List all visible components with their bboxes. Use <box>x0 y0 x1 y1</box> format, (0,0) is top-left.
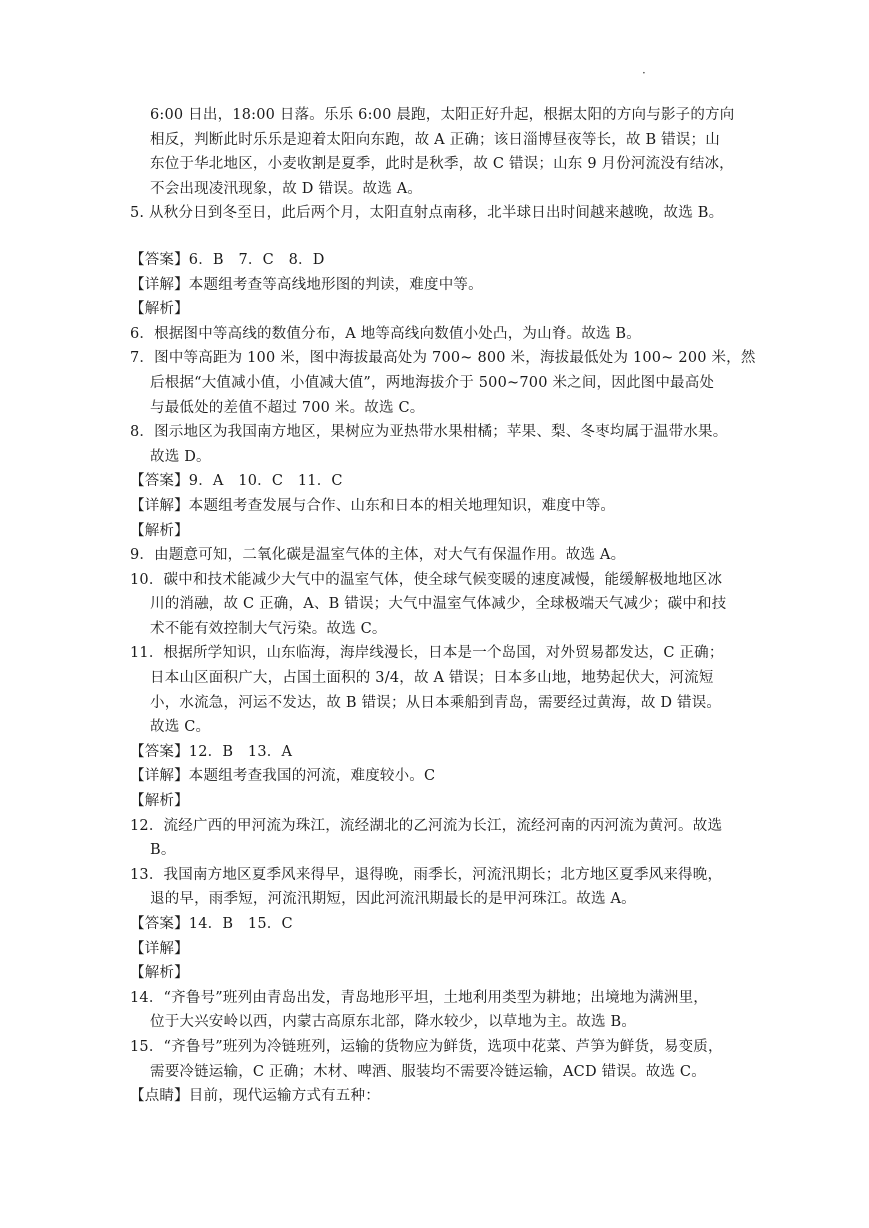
text-line: 7．图中等高距为 100 米，图中海拔最高处为 700~ 800 米，海拔最低处为 100~ 200 米，然 <box>130 350 756 367</box>
answer-line: 【答案】12．B 13．A <box>130 743 293 760</box>
text-line: 故选 C。 <box>150 719 211 736</box>
text-line: 13．我国南方地区夏季风来得早，退得晚，雨季长，河流汛期长；北方地区夏季风来得晚， <box>130 866 723 883</box>
spacer <box>130 226 750 248</box>
analysis-heading: 【解析】 <box>130 522 189 539</box>
text-line: 后根据“大值减小值，小值减大值”，两地海拔介于 500~700 米之间，因此图中最高处 <box>150 374 715 391</box>
text-line: 不会出现凌汛现象，故 D 错误。故选 A。 <box>150 180 423 197</box>
text-line: 12．流经广西的甲河流为珠江，流经湖北的乙河流为长江，流经河南的丙河流为黄河。故选 <box>130 817 723 834</box>
text-line: 位于大兴安岭以西，内蒙古高原东北部，降水较少，以草地为主。故选 B。 <box>150 1014 637 1031</box>
text-line: 15．“齐鲁号”班列为冷链班列，运输的货物应为鲜货，选项中花菜、芦笋为鲜货，易变质， <box>130 1038 723 1055</box>
text-line: 11．根据所学知识，山东临海，海岸线漫长，日本是一个岛国，对外贸易都发达，C 正确； <box>130 645 724 662</box>
note-line: 【点睛】目前，现代运输方式有五种： <box>130 1088 380 1105</box>
detail-line: 【详解】本题组考查等高线地形图的判读，难度中等。 <box>130 276 483 293</box>
analysis-heading: 【解析】 <box>130 965 189 982</box>
detail-line: 【详解】本题组考查我国的河流，难度较小。C <box>130 768 436 785</box>
header-dot: · <box>642 66 646 80</box>
answer-line: 【答案】6．B 7．C 8．D <box>130 251 325 268</box>
answer-line: 【答案】14．B 15．C <box>130 916 293 932</box>
text-line: 9．由题意可知，二氧化碳是温室气体的主体，对大气有保温作用。故选 A。 <box>130 547 626 564</box>
text-line: 与最低处的差值不超过 700 米。故选 C。 <box>150 399 425 416</box>
analysis-heading: 【解析】 <box>130 793 189 810</box>
text-line: 5. 从秋分日到冬至日，此后两个月，太阳直射点南移，北半球日出时间越来越晚，故选 B。 <box>130 205 724 222</box>
text-line: 需要冷链运输，C 正确；木材、啤酒、服装均不需要冷链运输，ACD 错误。故选 C。 <box>150 1063 706 1080</box>
text-line: 小，水流急，河运不发达，故 B 错误；从日本乘船到青岛，需要经过黄海，故 D 错误。 <box>150 694 722 711</box>
document-body <box>130 103 756 1109</box>
text-line: 川的消融，故 C 正确，A、B 错误；大气中温室气体减少，全球极端天气减少；碳中和技 <box>150 596 727 613</box>
text-line: 东位于华北地区，小麦收割是夏季，此时是秋季，故 C 错误；山东 9 月份河流没有结冰， <box>150 156 734 173</box>
text-line: B。 <box>150 842 176 859</box>
text-line: 日本山区面积广大，占国土面积的 3/4，故 A 错误；日本多山地，地势起伏大，河流短 <box>150 670 714 687</box>
answer-line: 【答案】9．A 10．C 11．C <box>130 473 343 490</box>
text-line: 退的早，雨季短，河流汛期短，因此河流汛期最长的是甲河珠江。故选 A。 <box>150 891 636 908</box>
text-line: 术不能有效控制大气污染。故选 C。 <box>150 620 387 637</box>
text-line: 10．碳中和技术能减少大气中的温室气体，使全球气候变暖的速度减慢，能缓解极地地区冰 <box>130 571 723 588</box>
text-line: 相反，判断此时乐乐是迎着太阳向东跑，故 A 正确；该日淄博昼夜等长，故 B 错误；山 <box>150 131 720 148</box>
detail-line: 【详解】 <box>130 940 189 957</box>
text-line: 8．图示地区为我国南方地区，果树应为亚热带水果柑橘；苹果、梨、冬枣均属于温带水果。 <box>130 424 728 441</box>
text-line: 6:00 日出，18:00 日落。乐乐 6:00 晨跑，太阳正好升起，根据太阳的方向与影子的方向 <box>150 107 735 123</box>
text-line: 14．“齐鲁号”班列由青岛出发，青岛地形平坦，土地利用类型为耕地；出境地为满洲里， <box>130 989 708 1006</box>
text-line: 6．根据图中等高线的数值分布，A 地等高线向数值小处凸，为山脊。故选 B。 <box>130 325 641 342</box>
detail-line: 【详解】本题组考查发展与合作、山东和日本的相关地理知识，难度中等。 <box>130 497 616 514</box>
text-line: 故选 D。 <box>150 448 211 465</box>
analysis-heading: 【解析】 <box>130 301 189 318</box>
